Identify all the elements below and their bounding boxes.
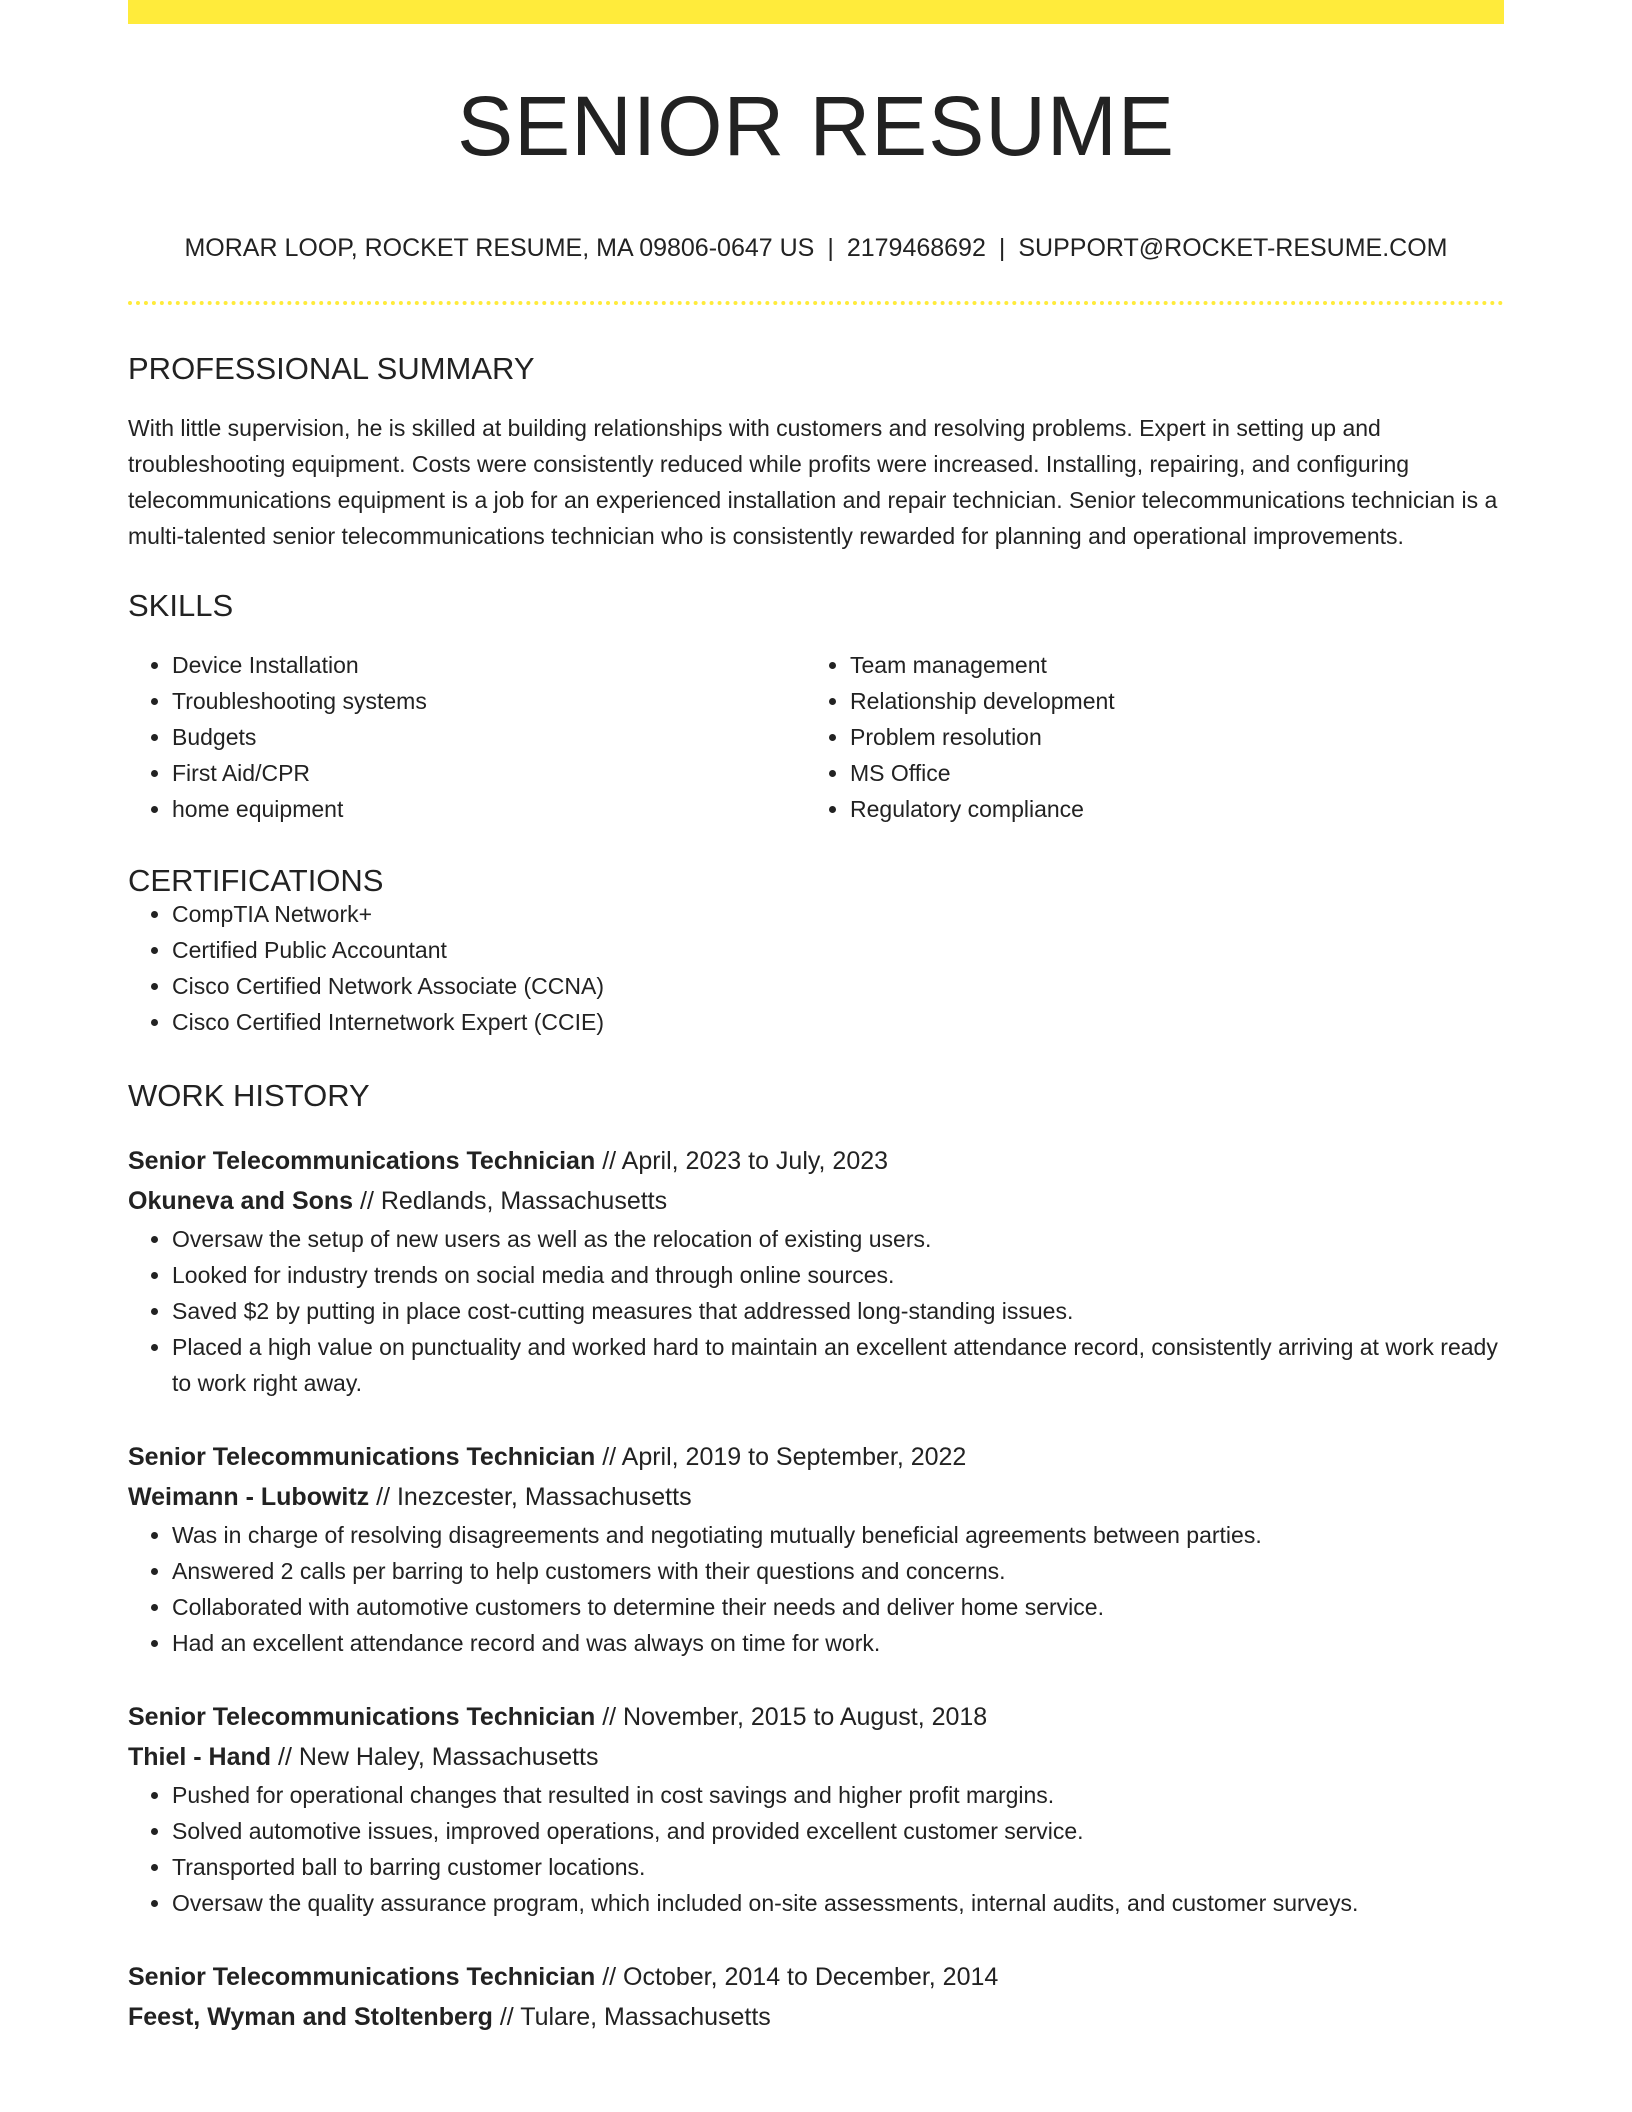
skill-item: • home equipment (172, 791, 806, 827)
job-duty: • Was in charge of resolving disagreements and negotiating mutually beneficial agreements between parties. (172, 1517, 1504, 1553)
job-title: Senior Telecommunications Technician (128, 1963, 596, 1991)
skill-item: • Device Installation (172, 647, 806, 683)
job-title-line (128, 1697, 1504, 1737)
job-duty: • Answered 2 calls per barring to help customers with their questions and concerns. (172, 1553, 1504, 1589)
job-company: Feest, Wyman and Stoltenberg (128, 2003, 493, 2031)
job-duty: • Solved automotive issues, improved operations, and provided excellent customer service. (172, 1813, 1504, 1849)
job-title: Senior Telecommunications Technician (128, 1443, 596, 1471)
job-entry (128, 1957, 1504, 2037)
dotted-divider (128, 301, 1504, 305)
job-title: Senior Telecommunications Technician (128, 1147, 596, 1175)
skills-column-left (128, 647, 806, 827)
job-duty: • Had an excellent attendance record and was always on time for work. (172, 1625, 1504, 1661)
summary-heading: PROFESSIONAL SUMMARY (128, 351, 535, 386)
job-separator: // (595, 1703, 624, 1731)
job-location: Inezcester, Massachusetts (396, 1483, 692, 1511)
contact-line (128, 236, 1504, 261)
skill-item: • Troubleshooting systems (172, 683, 806, 719)
skill-item: • Budgets (172, 719, 806, 755)
certification-item: • Certified Public Accountant (172, 932, 1504, 968)
certification-item: • CompTIA Network+ (172, 896, 1504, 932)
job-location: Tulare, Massachusetts (520, 2003, 771, 2031)
skill-item: • First Aid/CPR (172, 755, 806, 791)
resume-title: SENIOR RESUME (457, 79, 1175, 173)
job-separator: // (492, 2003, 521, 2031)
accent-bar (128, 0, 1504, 24)
job-company: Okuneva and Sons (128, 1187, 354, 1215)
certification-item: • Cisco Certified Internetwork Expert (CCIE) (172, 1004, 1504, 1040)
job-separator: // (595, 1963, 624, 1991)
job-company-line (128, 1477, 1504, 1517)
job-location: New Haley, Massachusetts (298, 1743, 599, 1771)
skills-column-right (806, 647, 1484, 827)
job-entry (128, 1141, 1504, 1401)
job-duty: • Pushed for operational changes that resulted in cost savings and higher profit margins. (172, 1777, 1504, 1813)
job-dates: April, 2023 to July, 2023 (621, 1147, 889, 1175)
job-company: Thiel - Hand (128, 1743, 272, 1771)
job-entry (128, 1437, 1504, 1661)
job-title: Senior Telecommunications Technician (128, 1703, 596, 1731)
skills-heading: SKILLS (128, 588, 234, 623)
job-dates: April, 2019 to September, 2022 (621, 1443, 967, 1471)
job-company-line (128, 1997, 1504, 2037)
job-entry (128, 1697, 1504, 1921)
job-dates: October, 2014 to December, 2014 (623, 1963, 999, 1991)
skills-list-left (128, 647, 806, 827)
job-title-line (128, 1957, 1504, 1997)
skill-item: • Regulatory compliance (850, 791, 1484, 827)
job-separator: // (595, 1147, 622, 1175)
job-dates: November, 2015 to August, 2018 (623, 1703, 988, 1731)
job-title-line (128, 1437, 1504, 1477)
job-title-line (128, 1141, 1504, 1181)
job-separator: // (353, 1187, 381, 1215)
job-duty: • Collaborated with automotive customers to determine their needs and deliver home service. (172, 1589, 1504, 1625)
contact-phone: 2179468692 (846, 234, 986, 262)
job-duties-list (128, 1517, 1504, 1661)
job-company: Weimann - Lubowitz (128, 1483, 370, 1511)
certification-item: • Cisco Certified Network Associate (CCNA) (172, 968, 1504, 1004)
skill-item: • Relationship development (850, 683, 1484, 719)
job-duties-list (128, 1221, 1504, 1401)
contact-address: MORAR LOOP, ROCKET RESUME, MA 09806-0647 US (184, 234, 815, 262)
skills-columns (128, 647, 1504, 827)
job-company-line (128, 1181, 1504, 1221)
job-location: Redlands, Massachusetts (380, 1187, 668, 1215)
contact-email: SUPPORT@ROCKET-RESUME.COM (1018, 234, 1448, 262)
job-duty: • Oversaw the setup of new users as well as the relocation of existing users. (172, 1221, 1504, 1257)
contact-separator: | (998, 234, 1006, 262)
job-duty: • Saved $2 by putting in place cost-cutting measures that addressed long-standing issues. (172, 1293, 1504, 1329)
job-duty: • Oversaw the quality assurance program, which included on-site assessments, internal audits, and customer surveys. (172, 1885, 1504, 1921)
resume-page (128, 0, 1504, 2037)
skill-item: • Problem resolution (850, 719, 1484, 755)
job-duties-list (128, 1777, 1504, 1921)
summary-text: With little supervision, he is skilled at building relationships with customers and resolving problems. Expert in setting up and troubleshooting equipment. Costs were consistently reduced while profits were increased. Installing, repairing, and configuring telecommunications equipment is a job for an experienced installation and repair technician. Senior telecommunications technician is a multi-talented senior telecommunications technician who is consistently rewarded for planning and operational improvements. (128, 415, 1498, 549)
certifications-list (128, 896, 1504, 1040)
certifications-heading: CERTIFICATIONS (128, 863, 384, 898)
job-separator: // (369, 1483, 397, 1511)
skill-item: • Team management (850, 647, 1484, 683)
job-separator: // (595, 1443, 622, 1471)
skills-list-right (806, 647, 1484, 827)
job-duty: • Placed a high value on punctuality and worked hard to maintain an excellent attendance record, consistently arriving at work ready to work right away. (172, 1329, 1504, 1401)
job-duty: • Transported ball to barring customer locations. (172, 1849, 1504, 1885)
job-company-line (128, 1737, 1504, 1777)
contact-separator: | (827, 234, 834, 262)
job-duty: • Looked for industry trends on social media and through online sources. (172, 1257, 1504, 1293)
work-history-heading: WORK HISTORY (128, 1078, 370, 1113)
job-separator: // (271, 1743, 299, 1771)
skill-item: • MS Office (850, 755, 1484, 791)
